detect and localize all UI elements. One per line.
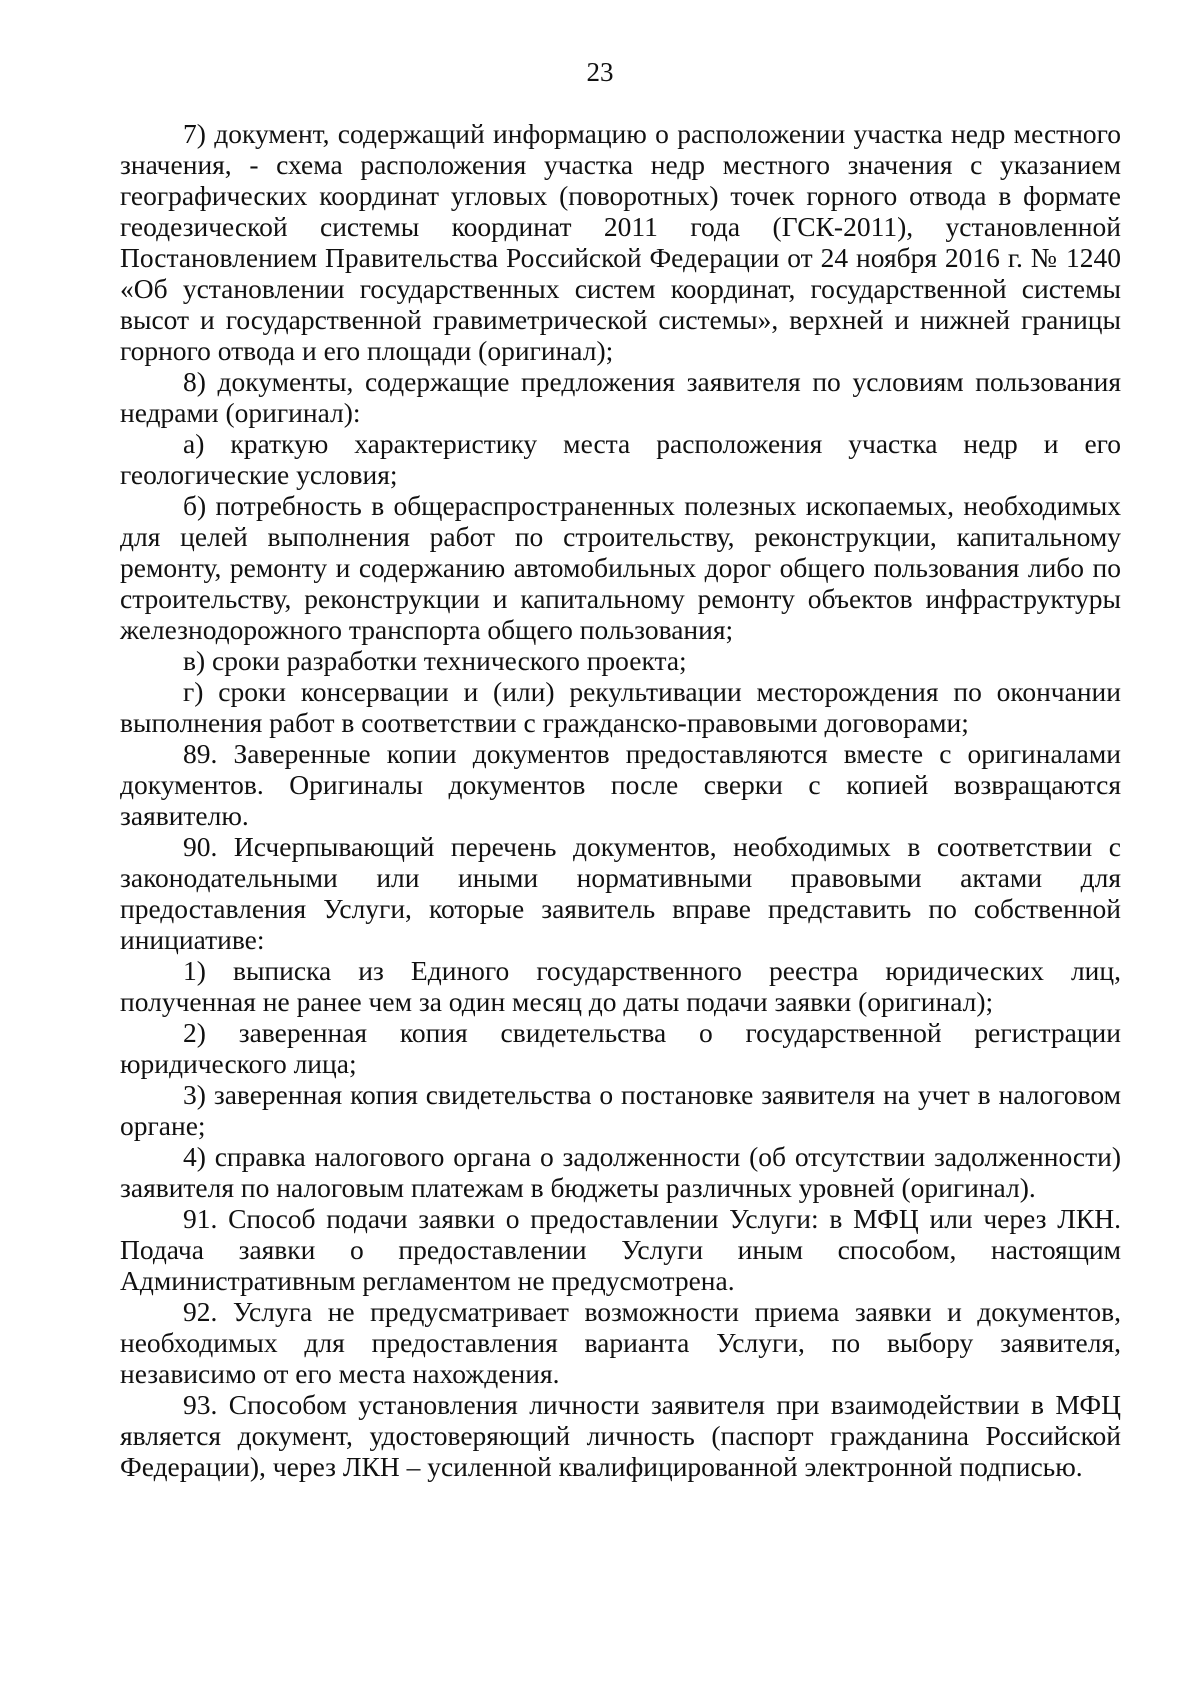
paragraph-clause-90: 90. Исчерпывающий перечень документов, необходимых в соответствии с законодательными или иными нормативными правовыми актами для предоставления Услуги, которые заявитель вправе представить по собственной инициативе:: [120, 831, 1121, 955]
paragraph-clause-93: 93. Способом установления личности заявителя при взаимодействии в МФЦ является документ, удостоверяющий личность (паспорт гражданина Российской Федерации), через ЛКН – усиленной квалифицированной электронной подписью.: [120, 1389, 1121, 1482]
paragraph-list-item-2: 2) заверенная копия свидетельства о государственной регистрации юридического лица;: [120, 1017, 1121, 1079]
paragraph-subitem-b: б) потребность в общераспространенных полезных ископаемых, необходимых для целей выполнения работ по строительству, реконструкции, капитальному ремонту, ремонту и содержанию автомобильных дорог общего пользования либо по строительству, реконструкции и капитальному ремонту объектов инфраструктуры железнодорожного транспорта общего пользования;: [120, 490, 1121, 645]
paragraph-list-item-1: 1) выписка из Единого государственного реестра юридических лиц, полученная не ранее чем за один месяц до даты подачи заявки (оригинал);: [120, 955, 1121, 1017]
paragraph-clause-91: 91. Способ подачи заявки о предоставлении Услуги: в МФЦ или через ЛКН. Подача заявки о предоставлении Услуги иным способом, настоящим Административным регламентом не предусмотрена.: [120, 1203, 1121, 1296]
paragraph-clause-92: 92. Услуга не предусматривает возможности приема заявки и документов, необходимых для предоставления варианта Услуги, по выбору заявителя, независимо от его места нахождения.: [120, 1296, 1121, 1389]
paragraph-list-item-4: 4) справка налогового органа о задолженности (об отсутствии задолженности) заявителя по налоговым платежам в бюджеты различных уровней (оригинал).: [120, 1141, 1121, 1203]
paragraph-subitem-g: г) сроки консервации и (или) рекультивации месторождения по окончании выполнения работ в соответствии с гражданско-правовыми договорами;: [120, 676, 1121, 738]
paragraph-subitem-v: в) сроки разработки технического проекта;: [183, 645, 687, 676]
paragraph-item-8: 8) документы, содержащие предложения заявителя по условиям пользования недрами (оригинал):: [120, 366, 1121, 428]
paragraph-list-item-3: 3) заверенная копия свидетельства о постановке заявителя на учет в налоговом органе;: [120, 1079, 1121, 1141]
page-number: 23: [586, 57, 614, 87]
paragraph-clause-89: 89. Заверенные копии документов предоставляются вместе с оригиналами документов. Оригиналы документов после сверки с копией возвращаются заявителю.: [120, 738, 1121, 831]
paragraph-subitem-a: а) краткую характеристику места расположения участка недр и его геологические условия;: [120, 428, 1121, 490]
document-body: [120, 118, 1121, 1482]
paragraph-item-7: 7) документ, содержащий информацию о расположении участка недр местного значения, - схема расположения участка недр местного значения с указанием географических координат угловых (поворотных) точек горного отвода в формате геодезической системы координат 2011 года (ГСК-2011), установленной Постановлением Правительства Российской Федерации от 24 ноября 2016 г. № 1240 «Об установлении государственных систем координат, государственной системы высот и государственной гравиметрической системы», верхней и нижней границы горного отвода и его площади (оригинал);: [120, 118, 1121, 366]
